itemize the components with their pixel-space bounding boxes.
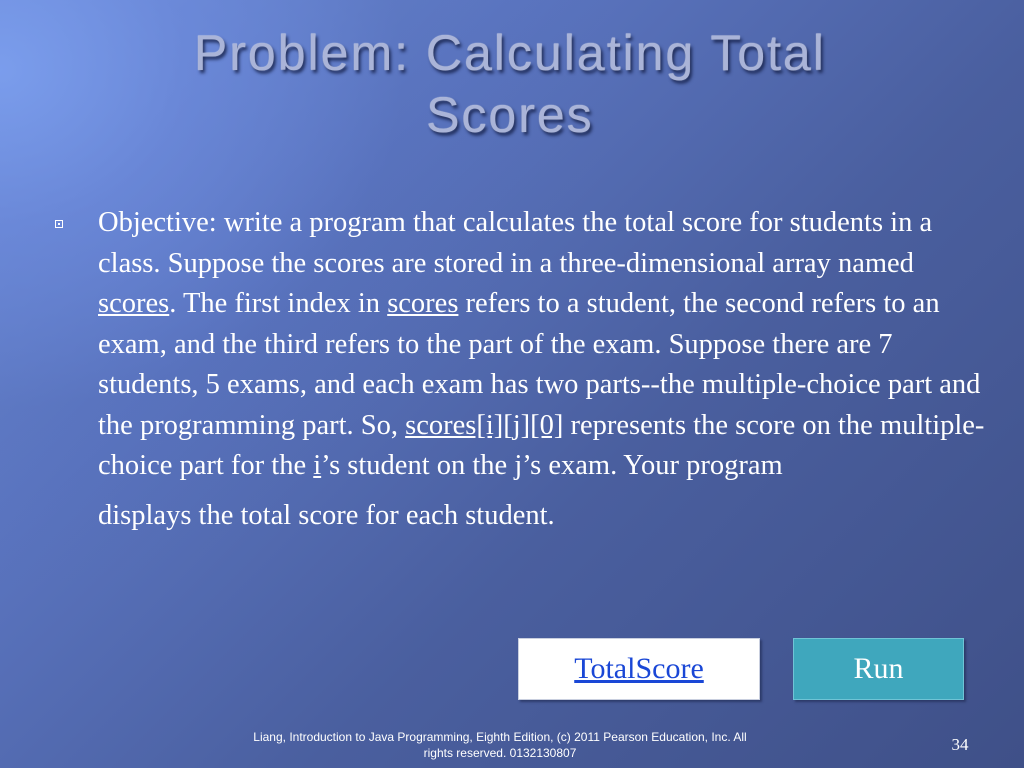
scores-index-term: scores[i][j][0] — [405, 409, 564, 441]
objective-paragraph — [98, 203, 998, 536]
objective-text-2: . The first index in — [169, 288, 388, 319]
square-bullet-icon — [55, 220, 63, 228]
scores-term-2: scores — [387, 288, 459, 319]
objective-text-5: ’s student on the — [321, 450, 515, 481]
objective-text-last: displays the total score for each student. — [98, 499, 555, 531]
bullet-list — [52, 203, 992, 536]
scores-term-1: scores — [98, 288, 170, 319]
footer-line-2: rights reserved. 0132130807 — [423, 746, 577, 760]
objective-text-6: ’s exam. Your program — [522, 450, 783, 481]
slide-title — [60, 22, 960, 146]
page-number: 34 — [951, 735, 969, 754]
objective-text-1: Objective: write a program that calculates the total score for students in a class. Suppose the scores are stored in a three-dimensional array named — [98, 207, 933, 279]
var-j: j — [514, 450, 523, 481]
objective-text-4: represents the score on the multiple-choice part for the — [98, 409, 985, 481]
copyright-footer — [200, 729, 800, 761]
run-button[interactable]: Run — [793, 638, 964, 700]
slide-title-line-1: Problem: Calculating Total — [194, 25, 826, 81]
objective-text-3: refers to a student, the second refers to an exam, and the third refers to the part of the exam. Suppose there are 7 students, 5 exams, and each exam has two parts--the multiple-choice part and the programming part. So, — [98, 288, 981, 441]
slide-title-line-2: Scores — [426, 87, 594, 143]
totalscore-link-button[interactable]: TotalScore — [518, 638, 760, 700]
var-i: i — [313, 450, 322, 481]
footer-line-1: Liang, Introduction to Java Programming, Eighth Edition, (c) 2011 Pearson Education, Inc. All — [253, 730, 747, 744]
